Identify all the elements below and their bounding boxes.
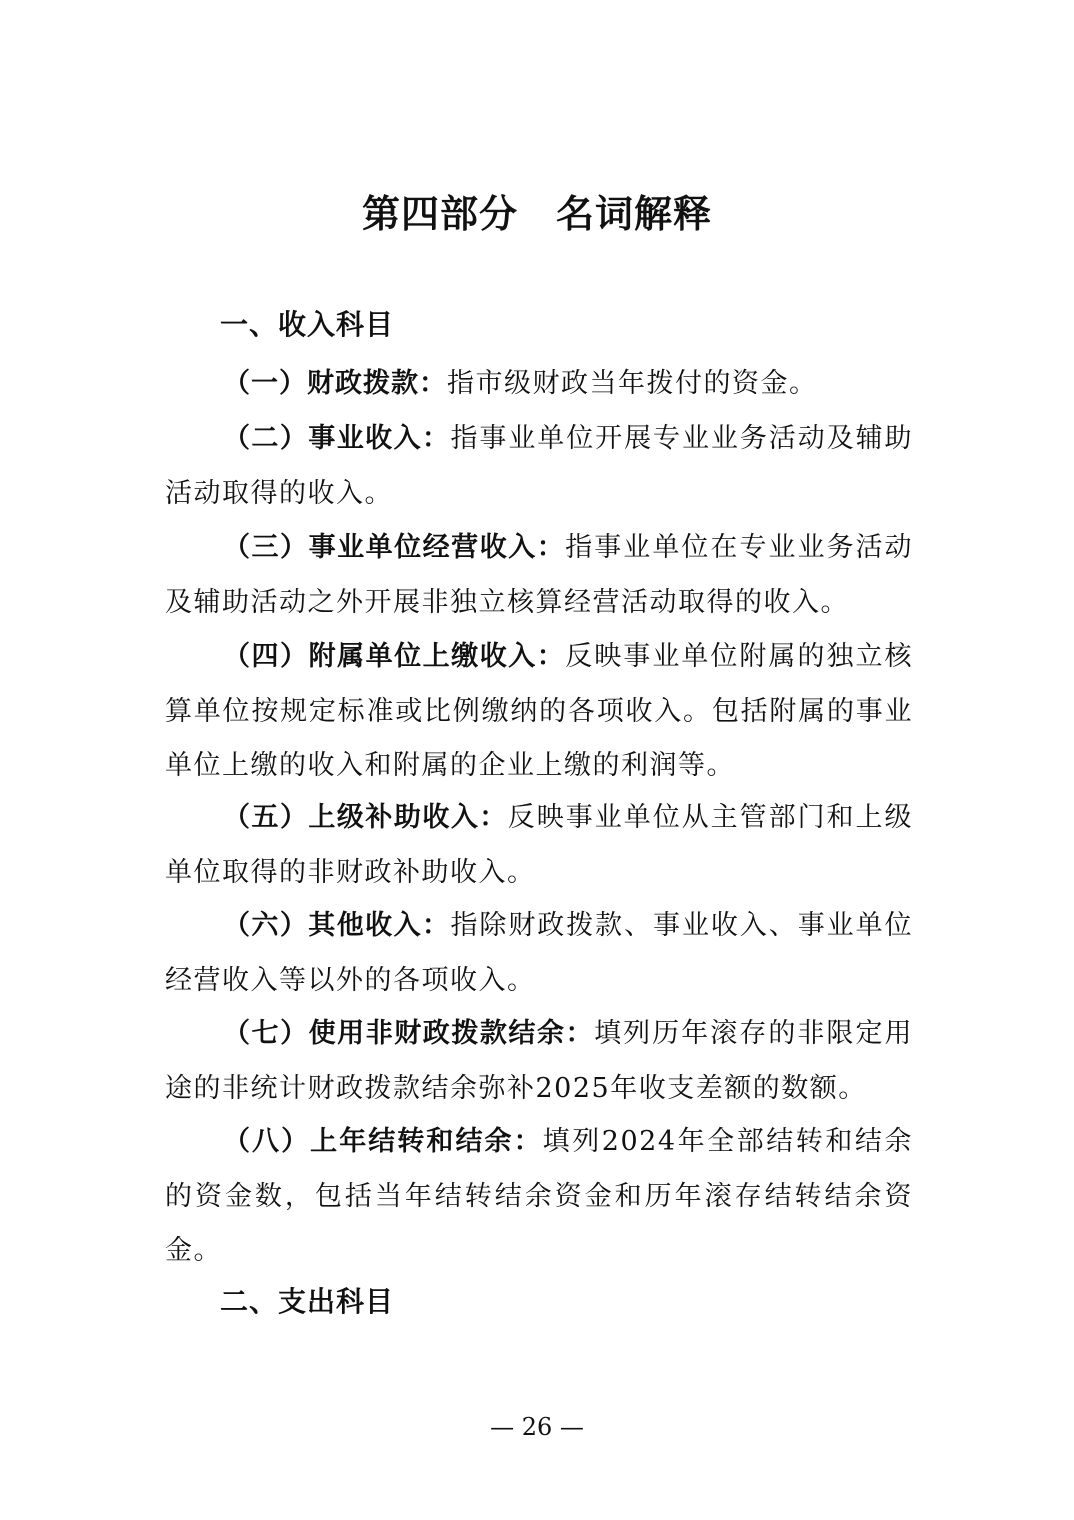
definition-paragraph [165, 521, 913, 630]
definition-term: （八）上年结转和结余： [223, 1126, 543, 1157]
definition-text: 填列历年滚存的非限定用途的非统计财政拨款结余弥补2025年收支差额的数额。 [165, 1018, 914, 1104]
page-title [0, 186, 1074, 242]
title-name: 名词解释 [556, 192, 713, 236]
definition-text: 指事业单位在专业业务活动及辅助活动之外开展非独立核算经营活动取得的收入。 [165, 532, 914, 618]
definition-text: 指事业单位开展专业业务活动及辅助活动取得的收入。 [165, 423, 914, 509]
definition-text: 反映事业单位从主管部门和上级单位取得的非财政补助收入。 [165, 802, 914, 888]
definition-text: 指除财政拨款、事业收入、事业单位经营收入等以外的各项收入。 [165, 910, 914, 996]
definition-paragraph [165, 630, 913, 794]
definition-term: （三）事业单位经营收入： [223, 532, 566, 563]
definition-text: 反映事业单位附属的独立核算单位按规定标准或比例缴纳的各项收入。包括附属的事业单位上缴的收入和附属的企业上缴的利润等。 [165, 641, 914, 781]
definition-paragraph [165, 791, 913, 900]
section-heading-expenditure: 二、支出科目 [220, 1285, 395, 1318]
definition-term: （一）财政拨款： [223, 368, 447, 399]
definition-paragraph [165, 412, 913, 521]
definition-paragraph [165, 1115, 913, 1279]
title-part: 第四部分 [361, 192, 518, 236]
definition-paragraph [165, 899, 913, 1008]
definition-term: （四）附属单位上缴收入： [223, 641, 566, 672]
definition-term: （七）使用非财政拨款结余： [223, 1018, 595, 1049]
definition-text: 指市级财政当年拨付的资金。 [447, 368, 818, 399]
section-heading-income: 一、收入科目 [220, 308, 395, 341]
definition-text: 填列2024年全部结转和结余的资金数，包括当年结转结余资金和历年滚存结转结余资金。 [165, 1126, 913, 1266]
definition-term: （五）上级补助收入： [223, 802, 508, 833]
definition-term: （六）其他收入： [223, 910, 451, 941]
definition-term: （二）事业收入： [223, 423, 451, 454]
page-number: — 26 — [490, 1413, 584, 1441]
definition-paragraph [165, 357, 913, 412]
definition-paragraph [165, 1007, 913, 1116]
